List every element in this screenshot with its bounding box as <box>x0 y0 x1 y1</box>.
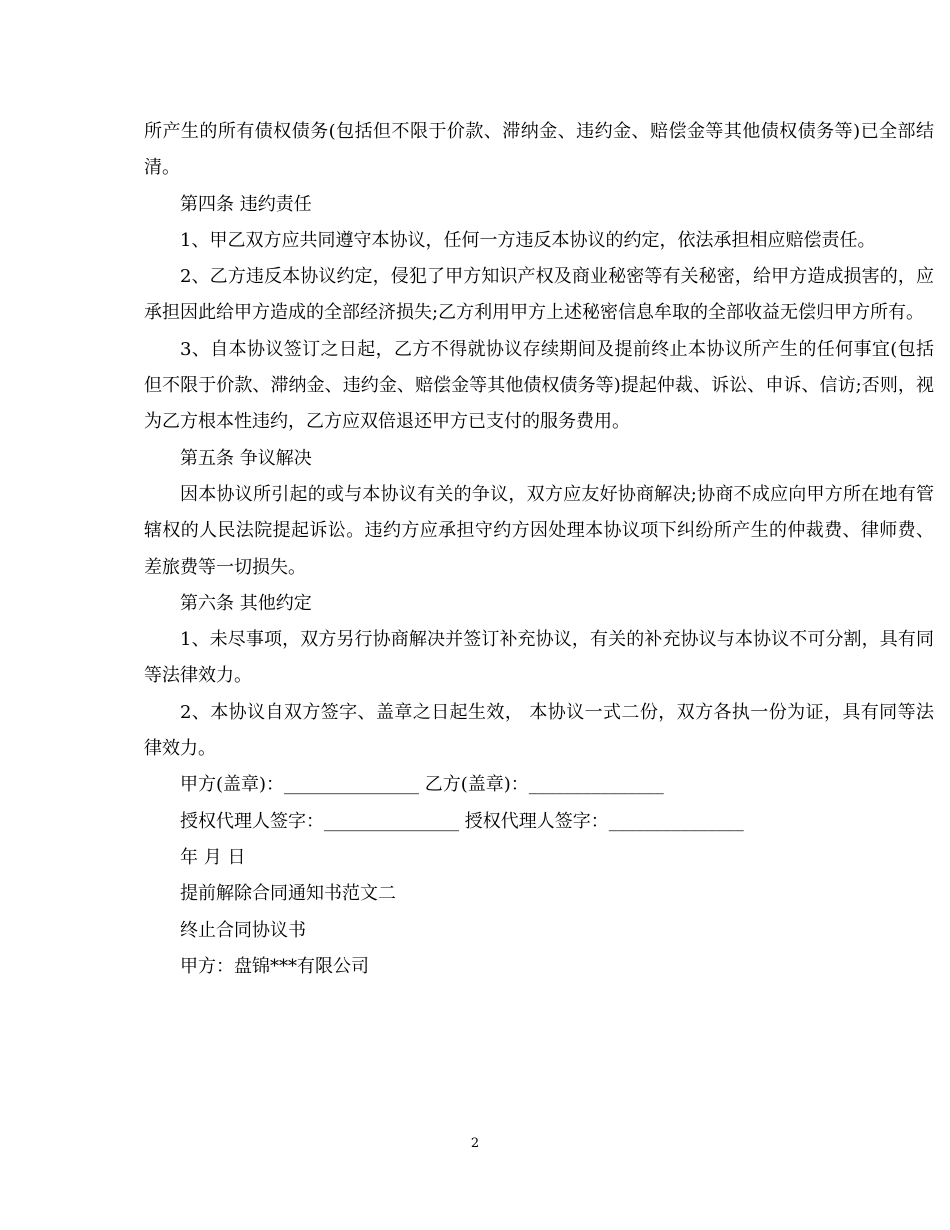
article-4-clause-3: 3、自本协议签订之日起，乙方不得就协议存续期间及提前终止本协议所产生的任何事宜(包括但不限于价款、滞纳金、违约金、赔偿金等其他债权债务等)提起仲裁、诉讼、申诉、信访;否则，视为乙方根本性违约，乙方应双倍退还甲方已支付的服务费用。 <box>144 338 934 433</box>
article-6-clause-1: 1、未尽事项，双方另行协商解决并签订补充协议，有关的补充协议与本协议不可分割，具有同等法律效力。 <box>144 629 934 687</box>
article-4-heading: 第四条 违约责任 <box>180 193 312 215</box>
signature-agent-line: 授权代理人签字：_______________ 授权代理人签字：_______________ <box>180 810 744 832</box>
document-body <box>144 114 934 985</box>
article-5-heading: 第五条 争议解决 <box>180 447 312 469</box>
article-6-clause-2: 2、本协议自双方签字、盖章之日起生效， 本协议一式二份，双方各执一份为证，具有同等法律效力。 <box>144 701 934 760</box>
next-section-title: 提前解除合同通知书范文二 <box>180 883 396 905</box>
signature-seal-line: 甲方(盖章)：_______________ 乙方(盖章)：_______________ <box>180 774 664 796</box>
page-number: 2 <box>470 1136 480 1151</box>
article-6-heading: 第六条 其他约定 <box>180 592 312 614</box>
paragraph-continuation: 所产生的所有债权债务(包括但不限于价款、滞纳金、违约金、赔偿金等其他债权债务等)已全部结清。 <box>144 121 934 179</box>
article-5-body: 因本协议所引起的或与本协议有关的争议，双方应友好协商解决;协商不成应向甲方所在地有管辖权的人民法院提起诉讼。违约方应承担守约方因处理本协议项下纠纷所产生的仲裁费、律师费、差旅费等一切损失。 <box>144 483 934 578</box>
next-document-title: 终止合同协议书 <box>180 919 306 941</box>
article-4-clause-1: 1、甲乙双方应共同遵守本协议，任何一方违反本协议的约定，依法承担相应赔偿责任。 <box>180 229 876 251</box>
date-line: 年 月 日 <box>180 846 246 868</box>
article-4-clause-2: 2、乙方违反本协议约定，侵犯了甲方知识产权及商业秘密等有关秘密，给甲方造成损害的，应承担因此给甲方造成的全部经济损失;乙方利用甲方上述秘密信息牟取的全部收益无偿归甲方所有。 <box>144 266 934 324</box>
party-a-line: 甲方：盘锦***有限公司 <box>180 955 369 977</box>
